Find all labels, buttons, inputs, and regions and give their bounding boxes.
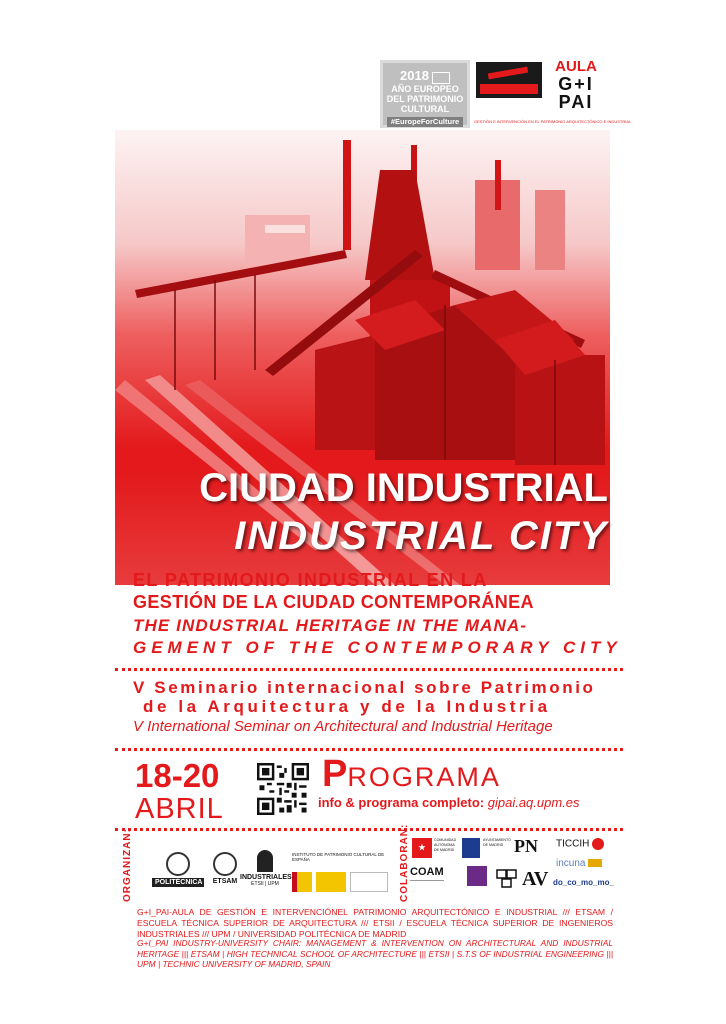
seminar-es-line1: V Seminario internacional sobre Patrimonio bbox=[133, 678, 596, 697]
cube-icon bbox=[495, 866, 519, 890]
incuna-mark-icon bbox=[588, 859, 602, 867]
av-logo bbox=[522, 868, 552, 891]
incuna-label: incuna bbox=[556, 858, 586, 869]
etsam-label: ETSAM bbox=[212, 878, 238, 885]
subtitle-en-line1: THE INDUSTRIAL HERITAGE IN THE MANA- bbox=[133, 616, 528, 635]
politecnica-logo bbox=[152, 852, 204, 887]
comunidad-label: COMUNIDAD AUTÓNOMA DE MADRID bbox=[434, 838, 457, 852]
aula-caption: GESTIÓN E INTERVENCIÓN EN EL PATRIMONIO ARQUITECTÓNICO E INDUSTRIAL bbox=[474, 119, 632, 124]
pn-logo bbox=[514, 836, 558, 857]
politecnica-label: POLITÉCNICA bbox=[152, 878, 204, 887]
madrid-bear-icon bbox=[462, 838, 480, 858]
event-month: ABRIL bbox=[135, 793, 224, 825]
programa-info-label: info & programa completo: bbox=[318, 795, 485, 810]
comunidad-madrid-logo bbox=[412, 838, 457, 858]
ticcih-label: TICCIH bbox=[556, 838, 590, 850]
ticcih-gear-icon bbox=[592, 838, 604, 850]
seminar-en: V International Seminar on Architectural and Industrial Heritage bbox=[133, 718, 553, 735]
footer-en: G+I_PAI INDUSTRY-UNIVERSITY CHAIR: MANAGEMENT & INTERVENTION ON ARCHITECTURAL AND INDUSTRIAL HERITAGE ||| ETSAM | HIGH TECHNICAL SCHOOL OF ARCHITECTURE ||| ETSII | S.T.S OF INDUSTRIAL ENGINEERING ||| UPM | TECHNIC UNIVERSITY OF MADRID, SPAIN bbox=[137, 938, 613, 969]
spain-ministry-icon bbox=[292, 872, 312, 892]
industriales-building-icon bbox=[257, 850, 273, 872]
etsam-seal-icon bbox=[213, 852, 237, 876]
aula-gipai-logo bbox=[474, 58, 632, 130]
event-days: 18-20 bbox=[135, 757, 220, 794]
aula-photo-icon bbox=[476, 62, 542, 98]
etsam-logo bbox=[205, 852, 245, 885]
pn-label: PN bbox=[514, 836, 538, 856]
programa-title bbox=[322, 753, 501, 795]
ipce-label: INSTITUTO DE PATRIMONIO CULTURAL DE ESPAÑA bbox=[292, 852, 385, 862]
aula-pai: PAI bbox=[558, 92, 594, 112]
programa-initial: P bbox=[322, 753, 348, 795]
colaboran-label: COLABORAN: bbox=[399, 823, 410, 902]
organizan-label: ORGANIZAN: bbox=[122, 828, 133, 902]
main-title-en: INDUSTRIAL CITY bbox=[234, 514, 608, 558]
incuna-logo bbox=[556, 858, 606, 869]
engineering-college-logo bbox=[462, 866, 492, 886]
upm-seal-icon bbox=[166, 852, 190, 876]
qr-code-icon[interactable] bbox=[257, 763, 309, 815]
dotted-divider bbox=[115, 668, 623, 671]
footer-es: G+I_PAI-AULA DE GESTIÓN E INTERVENCIÓNEL PATRIMONIO ARQUITECTÓNICO E INDUSTRIAL /// ETSAM / ESCUELA TÉCNICA SUPERIOR DE ARQUITECTURA /// ETSII / ESCUELA TÉCNICA SUPERIOR DE INGENIEROS INDUSTRIALES /// UPM / UNIVERSIDAD POLITÉCNICA DE MADRID bbox=[137, 907, 613, 939]
ayuntamiento-label: AYUNTAMIENTO DE MADRID bbox=[483, 838, 511, 847]
badge-line2: DEL PATRIMONIO bbox=[386, 93, 464, 104]
industriales-label: INDUSTRIALES bbox=[240, 874, 292, 881]
av-label: AV bbox=[522, 868, 549, 890]
eu-flag-icon bbox=[432, 72, 450, 84]
ayuntamiento-logo bbox=[462, 838, 512, 858]
programa-url-link[interactable]: gipai.aq.upm.es bbox=[487, 795, 580, 810]
european-year-badge bbox=[380, 60, 470, 128]
docomomo-label: do_co_mo_mo_ bbox=[553, 878, 614, 887]
subtitle-es-line2: GESTIÓN DE LA CIUDAD CONTEMPORÁNEA bbox=[133, 592, 534, 612]
docomomo-logo bbox=[553, 878, 613, 887]
badge-line1: AÑO EUROPEO bbox=[391, 83, 459, 94]
badge-hashtag: #EuropeForCulture bbox=[387, 117, 463, 127]
subtitle-es-line1: EL PATRIMONIO INDUSTRIAL EN LA bbox=[133, 570, 488, 590]
ipce-logo bbox=[292, 852, 392, 892]
main-title-es: CIUDAD INDUSTRIAL bbox=[199, 466, 608, 510]
star-icon: ★ bbox=[412, 838, 432, 858]
ipce-mark-icon bbox=[350, 872, 388, 892]
programa-rest: ROGRAMA bbox=[347, 762, 501, 792]
subtitle-en-line2: GEMENT OF THE CONTEMPORARY CITY bbox=[133, 638, 622, 657]
programa-info bbox=[318, 795, 580, 810]
industriales-logo bbox=[240, 850, 290, 887]
badge-year: 2018 bbox=[400, 68, 429, 83]
seminar-es-line2: de la Arquitectura y de la Industria bbox=[143, 697, 551, 716]
badge-line3: CULTURAL bbox=[400, 103, 450, 114]
aula-title: AULA bbox=[555, 58, 597, 75]
dotted-divider bbox=[115, 748, 623, 751]
aula-gi: G+I bbox=[558, 74, 594, 94]
coam-logo bbox=[410, 866, 450, 893]
dotted-divider bbox=[115, 828, 623, 831]
cube-logo bbox=[494, 866, 520, 892]
coam-caption-icon bbox=[410, 880, 444, 893]
ticcih-logo bbox=[556, 838, 606, 850]
industriales-sub: ETSII | UPM bbox=[251, 881, 279, 887]
ministry-label-icon bbox=[316, 872, 346, 892]
engineering-seal-icon bbox=[467, 866, 487, 886]
coam-label: COAM bbox=[410, 866, 444, 878]
